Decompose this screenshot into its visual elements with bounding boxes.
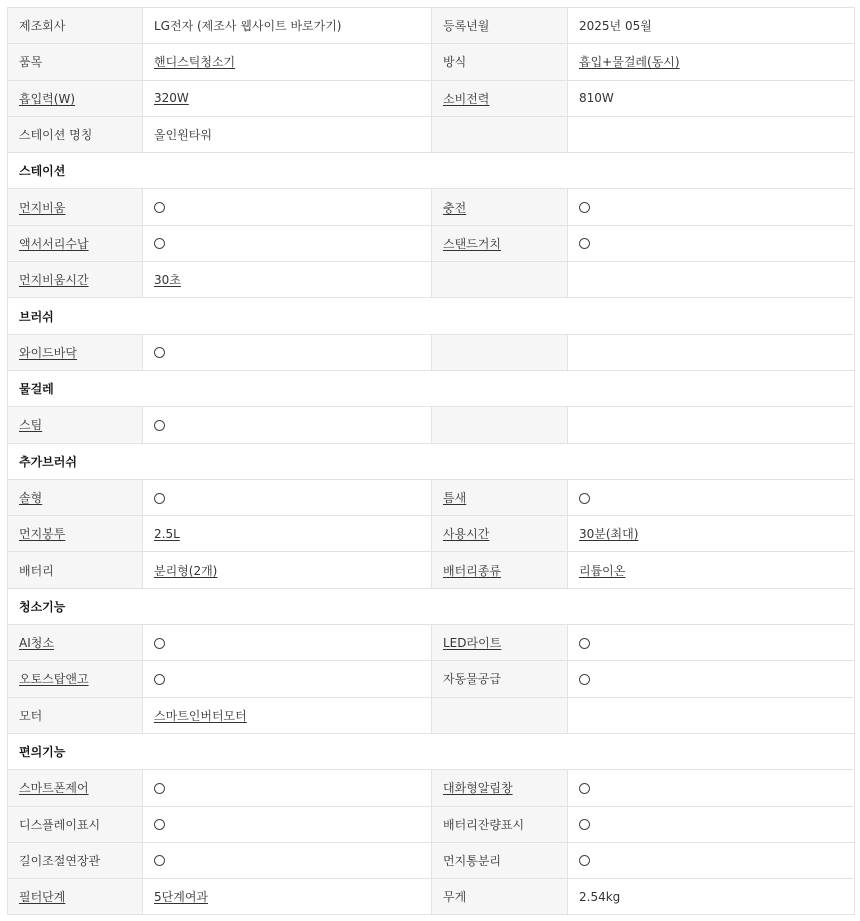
spec-term-link[interactable]: 충전 (443, 200, 467, 215)
spec-value-cell (143, 842, 432, 878)
spec-label-cell (8, 842, 143, 878)
supported-circle-icon (154, 493, 165, 504)
spec-label: 제조회사 (19, 19, 66, 34)
spec-value-cell (143, 879, 432, 915)
supported-circle-icon (154, 674, 165, 685)
spec-row (8, 116, 855, 152)
spec-term-link[interactable]: 스팀 (19, 418, 43, 433)
spec-label-cell (432, 879, 568, 915)
supported-circle-icon (579, 855, 590, 866)
spec-value-cell (143, 407, 432, 443)
spec-value-link[interactable]: 스마트인버터모터 (154, 708, 247, 723)
spec-label-cell (432, 116, 568, 152)
spec-label-cell (432, 189, 568, 225)
spec-label: 품목 (19, 55, 43, 70)
spec-row (8, 44, 855, 80)
spec-value-cell (143, 225, 432, 261)
spec-value-cell (568, 697, 855, 733)
spec-value-link[interactable]: 핸디스틱청소기 (154, 55, 236, 70)
spec-label-cell (8, 44, 143, 80)
spec-label-cell (8, 479, 143, 515)
spec-row (8, 842, 855, 878)
spec-value-cell (568, 661, 855, 697)
spec-term-link[interactable]: 와이드바닥 (19, 345, 77, 360)
spec-term-link[interactable]: 소비전력 (443, 91, 490, 106)
section-header-row (8, 443, 855, 479)
spec-row (8, 879, 855, 915)
spec-value-cell (568, 262, 855, 298)
section-title: 추가브러쉬 (8, 443, 855, 479)
spec-label-cell (8, 225, 143, 261)
spec-row (8, 625, 855, 661)
spec-value-link[interactable]: 리튬이온 (579, 563, 626, 578)
spec-row (8, 225, 855, 261)
spec-value-cell (143, 479, 432, 515)
spec-value-cell (568, 80, 855, 116)
spec-term-link[interactable]: 솔형 (19, 491, 43, 505)
spec-value-cell (568, 407, 855, 443)
supported-circle-icon (154, 855, 165, 866)
spec-label: 디스플레이표시 (19, 817, 101, 832)
spec-label-cell (8, 189, 143, 225)
supported-circle-icon (579, 493, 590, 504)
spec-row (8, 189, 855, 225)
spec-label: 스테이션 명칭 (19, 128, 93, 143)
manufacturer-website-link[interactable]: LG전자 (제조사 웹사이트 바로가기) (154, 19, 342, 34)
spec-value-cell (143, 189, 432, 225)
spec-value-cell (143, 697, 432, 733)
spec-value-link[interactable]: 분리형(2개) (154, 563, 218, 578)
spec-value-link[interactable]: 30분(최대) (579, 527, 639, 542)
section-title: 편의기능 (8, 733, 855, 769)
section-header-row (8, 370, 855, 406)
spec-term-link[interactable]: 먼지비움시간 (19, 273, 89, 288)
supported-circle-icon (154, 420, 165, 431)
spec-row (8, 407, 855, 443)
spec-value-link[interactable]: 흡입+물걸레(동시) (579, 55, 680, 70)
spec-value: 올인원타워 (154, 128, 212, 143)
spec-value-cell (568, 516, 855, 552)
supported-circle-icon (579, 202, 590, 213)
spec-value-cell (143, 8, 432, 44)
spec-term-link[interactable]: 흡입력(W) (19, 91, 76, 106)
spec-term-link[interactable]: 사용시간 (443, 527, 490, 542)
spec-value-cell (143, 80, 432, 116)
spec-value-link[interactable]: 30초 (154, 273, 181, 288)
spec-value-cell (143, 625, 432, 661)
spec-value-cell (143, 116, 432, 152)
section-header-row (8, 298, 855, 334)
spec-label-cell (432, 225, 568, 261)
spec-label-cell (432, 334, 568, 370)
spec-value-link[interactable]: 320W (154, 91, 189, 106)
spec-label: 자동물공급 (443, 672, 501, 687)
spec-value-cell (568, 8, 855, 44)
spec-value-cell (143, 334, 432, 370)
supported-circle-icon (579, 674, 590, 685)
spec-label-cell (432, 842, 568, 878)
spec-row (8, 479, 855, 515)
supported-circle-icon (579, 819, 590, 830)
spec-label-cell (8, 625, 143, 661)
spec-row (8, 262, 855, 298)
supported-circle-icon (154, 202, 165, 213)
spec-term-link[interactable]: 필터단계 (19, 890, 66, 905)
spec-label: 모터 (19, 708, 43, 723)
spec-value: 810W (579, 91, 614, 106)
spec-label-cell (432, 262, 568, 298)
spec-label-cell (8, 661, 143, 697)
spec-table-body (8, 8, 855, 915)
spec-row (8, 697, 855, 733)
spec-term-link[interactable]: AI청소 (19, 636, 54, 651)
supported-circle-icon (154, 819, 165, 830)
spec-label-cell (8, 770, 143, 806)
spec-row (8, 661, 855, 697)
spec-label-cell (8, 516, 143, 552)
spec-value-cell (568, 842, 855, 878)
section-header-row (8, 153, 855, 189)
spec-label: 등록년월 (443, 19, 490, 34)
section-title: 청소기능 (8, 588, 855, 624)
spec-label-cell (432, 661, 568, 697)
section-header-row (8, 588, 855, 624)
spec-label-cell (8, 806, 143, 842)
spec-value-cell (143, 516, 432, 552)
section-title: 물걸레 (8, 370, 855, 406)
spec-term-link[interactable]: 스탠드거치 (443, 236, 501, 251)
spec-term-link[interactable]: 스마트폰제어 (19, 781, 89, 796)
spec-value-cell (143, 661, 432, 697)
supported-circle-icon (154, 638, 165, 649)
spec-label-cell (8, 407, 143, 443)
section-title: 스테이션 (8, 153, 855, 189)
spec-value: 2.54kg (579, 889, 621, 904)
spec-label: 먼지통분리 (443, 853, 501, 868)
spec-value-cell (568, 479, 855, 515)
spec-term-link[interactable]: 대화형알림창 (443, 781, 513, 796)
spec-value-cell (568, 189, 855, 225)
spec-value-cell (143, 770, 432, 806)
spec-label-cell (8, 262, 143, 298)
spec-row (8, 8, 855, 44)
spec-label: 방식 (443, 55, 467, 70)
spec-label-cell (8, 879, 143, 915)
spec-value-cell (568, 806, 855, 842)
spec-value-cell (568, 625, 855, 661)
spec-row (8, 552, 855, 588)
spec-label-cell (432, 625, 568, 661)
spec-table-container (7, 7, 854, 915)
spec-term-link[interactable]: 먼지봉투 (19, 527, 66, 542)
spec-label-cell (432, 44, 568, 80)
spec-label-cell (432, 479, 568, 515)
spec-row (8, 770, 855, 806)
supported-circle-icon (579, 638, 590, 649)
spec-label-cell (432, 770, 568, 806)
section-title: 브러쉬 (8, 298, 855, 334)
spec-value: 2025년 05월 (579, 19, 652, 34)
spec-label-cell (8, 552, 143, 588)
spec-label-cell (432, 80, 568, 116)
spec-label-cell (432, 552, 568, 588)
supported-circle-icon (154, 238, 165, 249)
spec-term-link[interactable]: LED라이트 (443, 636, 502, 651)
spec-label-cell (8, 334, 143, 370)
spec-term-link[interactable]: 먼지비움 (19, 200, 66, 215)
spec-label: 배터리잔량표시 (443, 817, 525, 832)
spec-label-cell (8, 8, 143, 44)
spec-label-cell (432, 516, 568, 552)
spec-row (8, 334, 855, 370)
spec-label-cell (8, 697, 143, 733)
spec-value-cell (568, 552, 855, 588)
spec-label: 길이조절연장관 (19, 853, 101, 868)
spec-term-link[interactable]: 배터리종류 (443, 563, 501, 578)
section-header-row (8, 733, 855, 769)
spec-label-cell (8, 80, 143, 116)
spec-row (8, 516, 855, 552)
spec-label: 무게 (443, 890, 467, 905)
spec-value-link[interactable]: 5단계여과 (154, 890, 209, 905)
spec-value-cell (568, 225, 855, 261)
spec-value-cell (568, 334, 855, 370)
spec-value-cell (143, 806, 432, 842)
supported-circle-icon (579, 238, 590, 249)
spec-term-link[interactable]: 오토스탑앤고 (19, 672, 89, 687)
spec-value-cell (143, 262, 432, 298)
spec-value-link[interactable]: 2.5L (154, 526, 180, 541)
spec-value-cell (568, 879, 855, 915)
spec-value-cell (568, 770, 855, 806)
spec-label: 배터리 (19, 563, 54, 578)
spec-table (7, 7, 855, 915)
spec-label-cell (432, 8, 568, 44)
spec-row (8, 806, 855, 842)
spec-term-link[interactable]: 틈새 (443, 491, 467, 505)
spec-row (8, 80, 855, 116)
spec-value-cell (143, 44, 432, 80)
supported-circle-icon (154, 783, 165, 794)
supported-circle-icon (154, 347, 165, 358)
spec-value-cell (568, 44, 855, 80)
spec-label-cell (432, 806, 568, 842)
spec-value-cell (568, 116, 855, 152)
spec-label-cell (8, 116, 143, 152)
spec-value-cell (143, 552, 432, 588)
spec-term-link[interactable]: 액서서리수납 (19, 236, 89, 251)
spec-label-cell (432, 407, 568, 443)
spec-label-cell (432, 697, 568, 733)
supported-circle-icon (579, 783, 590, 794)
